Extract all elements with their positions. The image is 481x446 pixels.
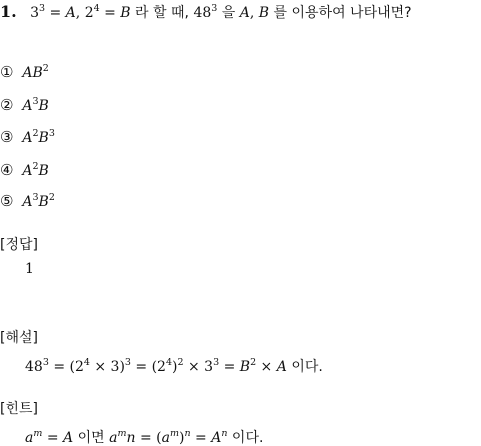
- choice-4[interactable]: [0, 162, 49, 178]
- hint-body: $a^m = A$ 이면 $a^mn = (a^m)^n = A^n$ 이다.: [25, 428, 264, 446]
- explanation-body: $48^3 = (2^4 \times 3)^3 = (2^4)^2 \times 3^3 = B^2 \times A$ 이다.: [25, 357, 323, 375]
- choice-expression: $A^2B$: [22, 161, 49, 179]
- answer-heading: [정답]: [0, 237, 38, 253]
- choice-expression: $A^3B$: [22, 96, 49, 114]
- hint-heading: [힌트]: [0, 401, 38, 417]
- explanation-tail: 이다.: [291, 359, 323, 375]
- explanation-heading: [해설]: [0, 330, 38, 346]
- question-ask-tail: 를 이용하여 나타내면?: [273, 5, 412, 21]
- choice-expression: $AB^2$: [22, 63, 49, 81]
- choice-expression: $A^3B^2$: [22, 192, 55, 210]
- hint-mid: 이면: [77, 430, 105, 446]
- question-stem-tail: 라 할 때,: [135, 5, 189, 21]
- choice-marker: ③: [0, 128, 14, 146]
- question-line: 1. $3^3 = A$, $2^4 = B$ 라 할 때, $48^3$ 을 A, B 를 이용하여 나타내면?: [0, 2, 412, 21]
- choice-marker: ①: [0, 63, 14, 81]
- choice-marker: ⑤: [0, 192, 14, 210]
- hint-tail: 이다.: [231, 430, 264, 446]
- variable-b: B: [258, 5, 270, 21]
- question-ask: 을: [221, 5, 236, 21]
- choice-3[interactable]: [0, 129, 55, 145]
- variable-a: A: [239, 5, 250, 21]
- choice-expression: $A^2B^3$: [22, 128, 55, 146]
- question-number: 1.: [0, 2, 17, 21]
- choice-marker: ②: [0, 96, 14, 114]
- answer-value: 1: [25, 261, 34, 277]
- choice-5[interactable]: [0, 193, 55, 209]
- question-stem: $3^3 = A$, $2^4 = B$: [30, 3, 131, 21]
- choice-1[interactable]: [0, 64, 49, 80]
- choice-2[interactable]: [0, 97, 49, 113]
- question-expression: $48^3$: [193, 3, 218, 21]
- choice-marker: ④: [0, 161, 14, 179]
